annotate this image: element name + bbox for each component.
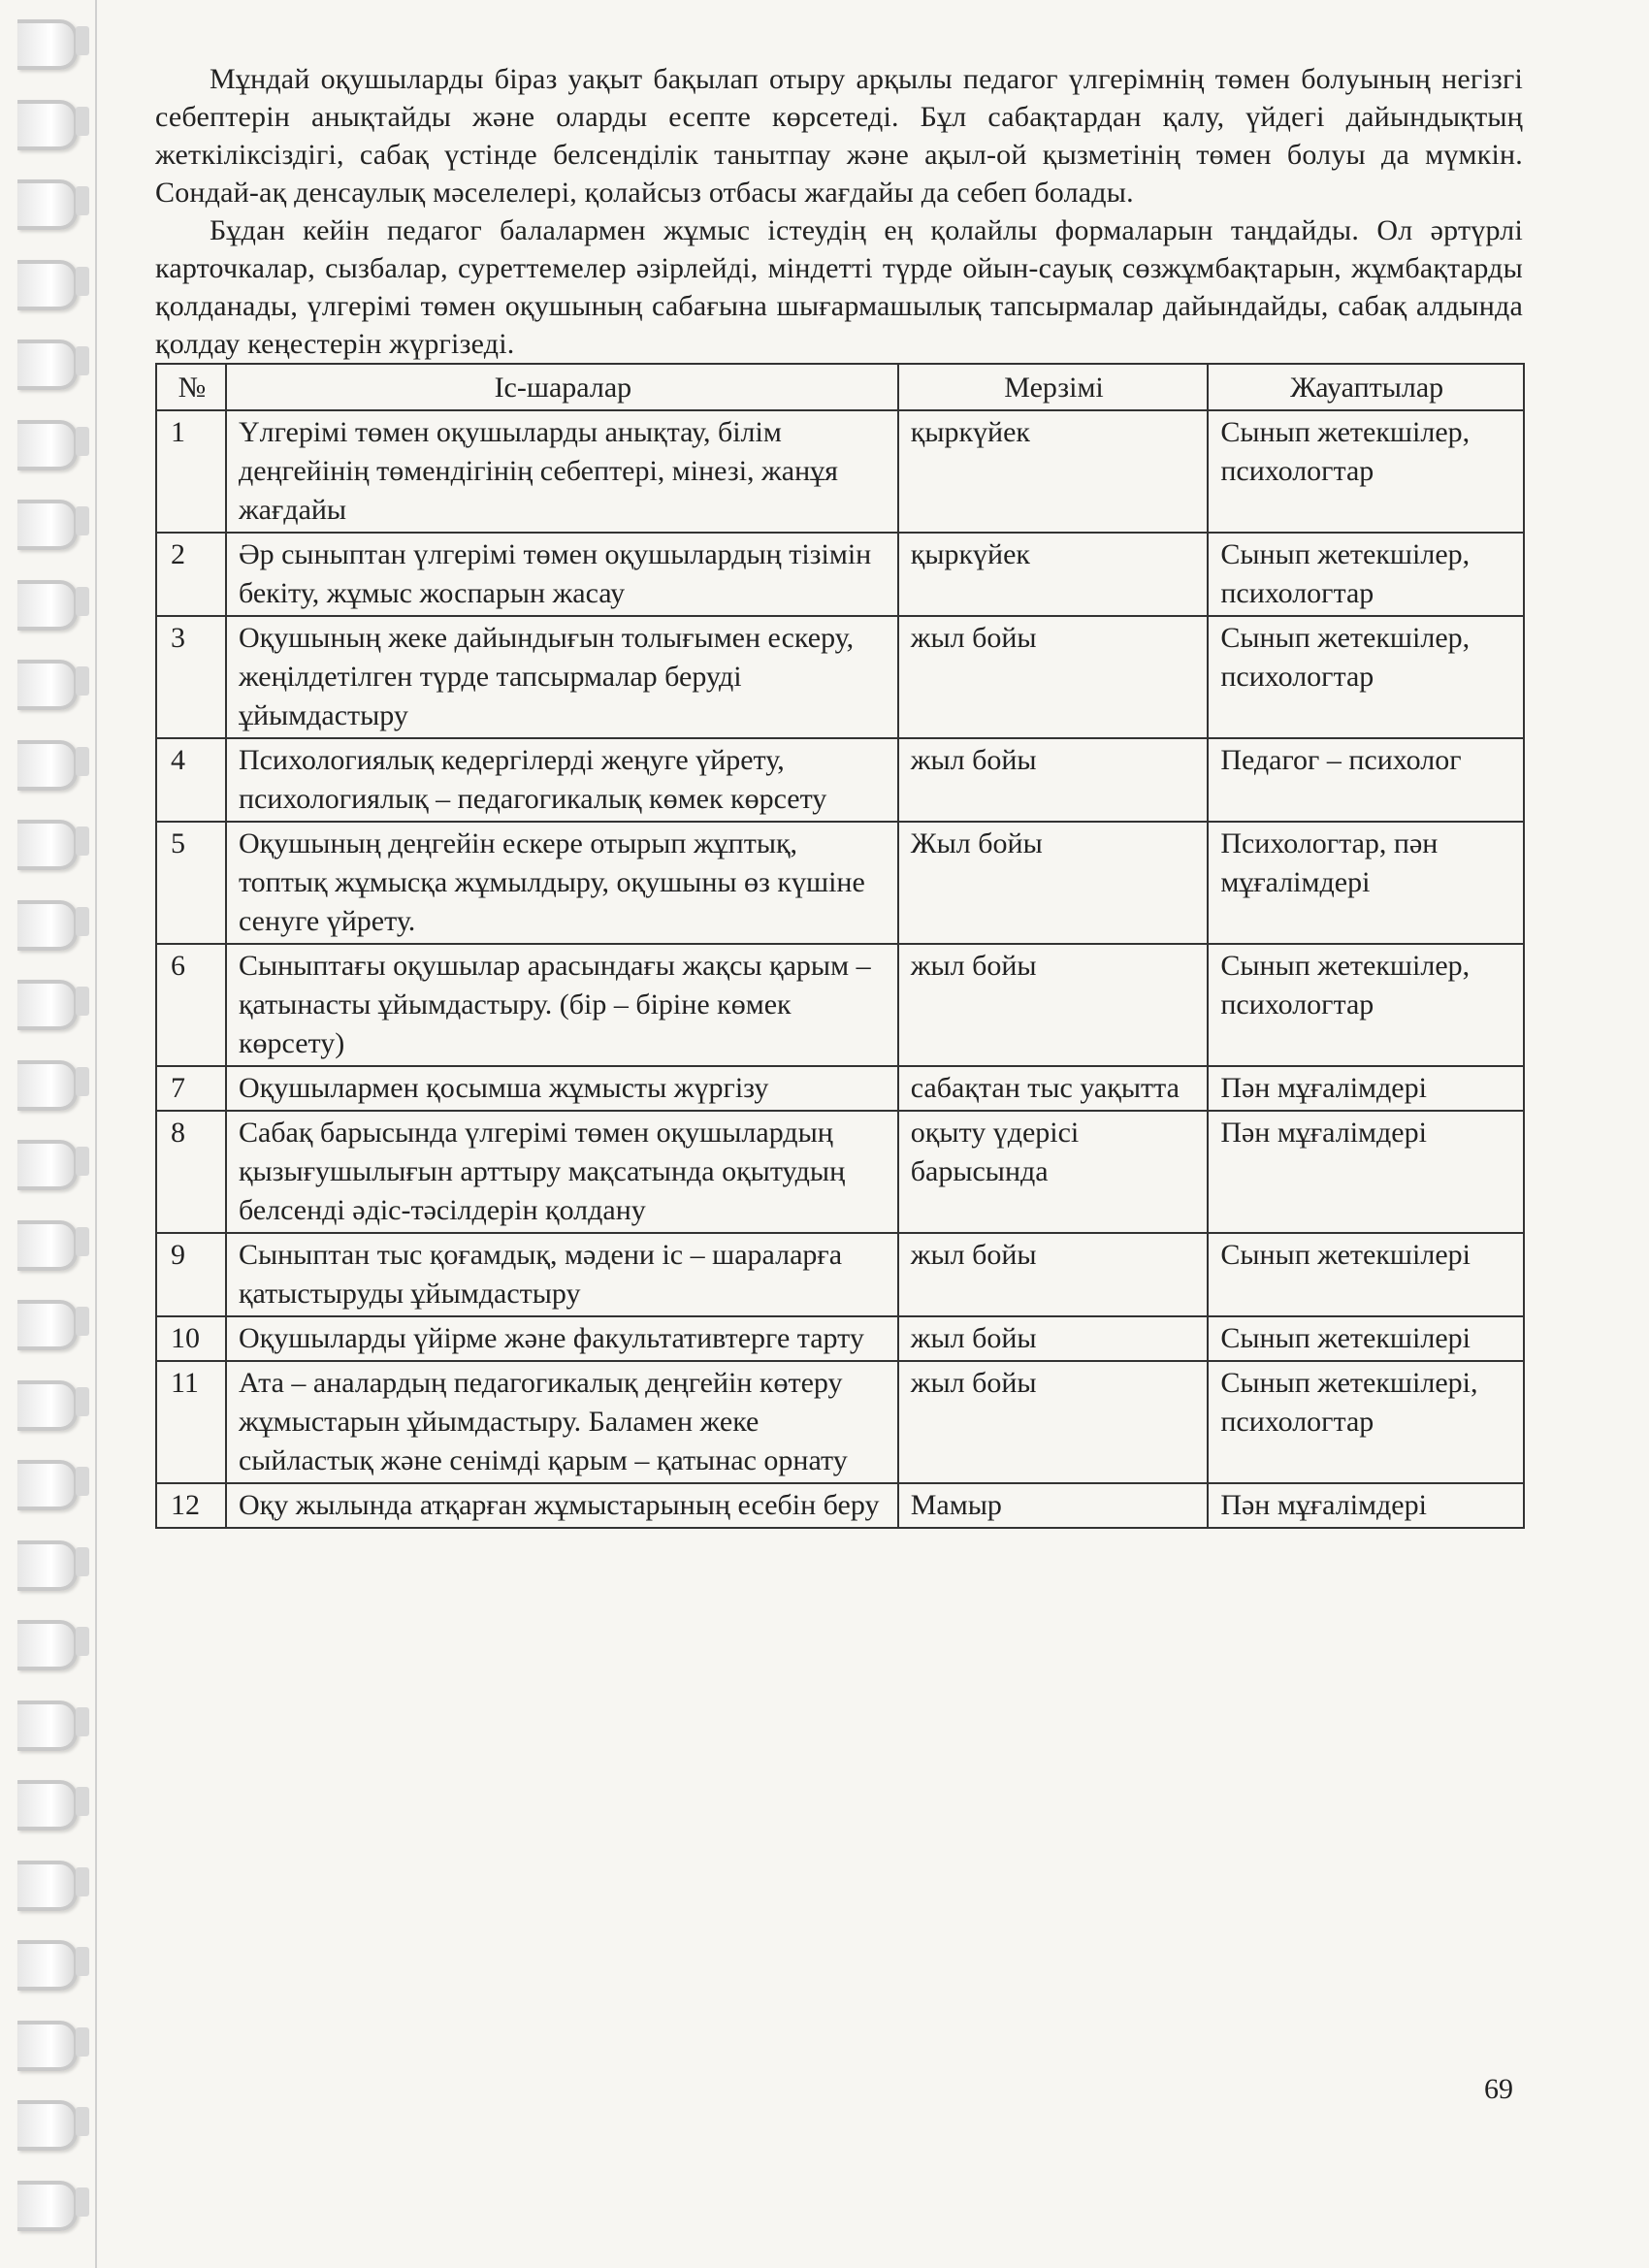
binding-ring [17, 500, 78, 550]
cell-term: жыл бойы [898, 616, 1209, 738]
table-row [156, 533, 1524, 616]
binding-ring [17, 980, 78, 1030]
table-row [156, 1483, 1524, 1528]
cell-term: сабақтан тыс уақытта [898, 1066, 1209, 1111]
binding-ring [17, 1460, 78, 1510]
binding-ring [17, 740, 78, 791]
table-row [156, 1361, 1524, 1483]
cell-responsible: Сынып жетекшілері [1208, 1316, 1524, 1361]
binding-ring [17, 1701, 78, 1751]
binding-hole [76, 1707, 89, 1736]
binding-ring [17, 1780, 78, 1831]
binding-hole [76, 1067, 89, 1096]
cell-responsible: Психологтар, пән мұғалімдері [1208, 822, 1524, 944]
binding-ring [17, 1940, 78, 1991]
cell-number: 2 [156, 533, 226, 616]
spiral-binding [0, 0, 107, 2268]
table-row [156, 1233, 1524, 1316]
binding-hole [76, 1227, 89, 1256]
cell-responsible: Пән мұғалімдері [1208, 1111, 1524, 1233]
binding-hole [76, 186, 89, 215]
binding-ring [17, 2181, 78, 2231]
paragraph-1: Мұндай оқушыларды біраз уақыт бақылап отыру арқылы педагог үлгерімнің төмен болуының негізгі себептерін анықтайды және оларды есепте көрсетеді. Бұл сабақтардан қалу, үйдегі дайындықтың жеткіліксіздігі, сабақ үстінде белсенділік танытпау және ақыл-ой қызметінің төмен болуы да мүмкін. Сондай-ақ денсаулық мәселелері, қолайсыз отбасы жағдайы да себеп болады. [155, 63, 1523, 209]
table-row [156, 1111, 1524, 1233]
binding-hole [76, 987, 89, 1016]
binding-ring [17, 1300, 78, 1350]
binding-ring [17, 2021, 78, 2071]
binding-ring [17, 1060, 78, 1111]
binding-hole [76, 107, 89, 136]
cell-activity: Ата – аналардың педагогикалық деңгейін көтеру жұмыстарын ұйымдастыру. Баламен жеке сыйластық және сенімді қарым – қатынас орнату [226, 1361, 898, 1483]
cell-activity: Оқушыларды үйірме және факультативтерге тарту [226, 1316, 898, 1361]
cell-term: жыл бойы [898, 1316, 1209, 1361]
binding-hole [76, 2187, 89, 2217]
binding-hole [76, 427, 89, 456]
binding-ring [17, 19, 78, 70]
binding-hole [76, 1547, 89, 1576]
binding-ring [17, 820, 78, 870]
paragraph-2: Бұдан кейін педагог балалармен жұмыс істеудің ең қолайлы формаларын таңдайды. Ол әртүрлі карточкалар, сызбалар, суреттемелер әзірлейді, міндетті түрде ойын-сауық сөзжұмбақтарын, жұмбақтарды қолданады, үлгерімі төмен оқушының сабағына шығармашылық тапсырмалар дайындайды, сабақ алдында қолдау кеңестерін жүргізеді. [155, 214, 1523, 360]
table-row [156, 738, 1524, 822]
binding-ring [17, 179, 78, 230]
page-number: 69 [1484, 2073, 1513, 2105]
cell-number: 1 [156, 410, 226, 533]
binding-hole [76, 907, 89, 936]
binding-ring [17, 2100, 78, 2151]
cell-number: 12 [156, 1483, 226, 1528]
table-body [156, 410, 1524, 1528]
binding-hole [76, 666, 89, 696]
binding-hole [76, 2027, 89, 2057]
cell-number: 8 [156, 1111, 226, 1233]
cell-responsible: Сынып жетекшілері [1208, 1233, 1524, 1316]
binding-ring [17, 1540, 78, 1591]
header-term: Мерзімі [898, 364, 1209, 410]
binding-hole [76, 1947, 89, 1976]
cell-activity: Әр сыныптан үлгерімі төмен оқушылардың тізімін бекіту, жұмыс жоспарын жасау [226, 533, 898, 616]
cell-term: жыл бойы [898, 1361, 1209, 1483]
binding-hole [76, 1867, 89, 1896]
binding-ring [17, 260, 78, 310]
cell-activity: Оқу жылында атқарған жұмыстарының есебін беру [226, 1483, 898, 1528]
binding-hole [76, 826, 89, 856]
cell-responsible: Сынып жетекшілері, психологтар [1208, 1361, 1524, 1483]
binding-ring [17, 1620, 78, 1670]
cell-responsible: Пән мұғалімдері [1208, 1483, 1524, 1528]
cell-term: Мамыр [898, 1483, 1209, 1528]
binding-ring [17, 340, 78, 390]
cell-number: 7 [156, 1066, 226, 1111]
cell-activity: Сабақ барысында үлгерімі төмен оқушылардың қызығушылығын арттыру мақсатында оқытудың белсенді әдіс-тәсілдерін қолдану [226, 1111, 898, 1233]
cell-activity: Оқушының деңгейін ескере отырып жұптық, топтық жұмысқа жұмылдыру, оқушыны өз күшіне сенуге үйрету. [226, 822, 898, 944]
table-row [156, 1066, 1524, 1111]
cell-term: оқыту үдерісі барысында [898, 1111, 1209, 1233]
binding-ring [17, 660, 78, 710]
table-row [156, 944, 1524, 1066]
cell-term: Жыл бойы [898, 822, 1209, 944]
binding-ring [17, 1220, 78, 1271]
binding-hole [76, 1307, 89, 1336]
cell-term: жыл бойы [898, 1233, 1209, 1316]
header-number: № [156, 364, 226, 410]
binding-hole [76, 587, 89, 616]
binding-hole [76, 1387, 89, 1416]
cell-number: 5 [156, 822, 226, 944]
page-edge [95, 0, 97, 2268]
binding-hole [76, 1627, 89, 1656]
binding-ring [17, 100, 78, 150]
cell-activity: Оқушылармен қосымша жұмысты жүргізу [226, 1066, 898, 1111]
binding-hole [76, 1467, 89, 1496]
binding-hole [76, 267, 89, 296]
cell-number: 4 [156, 738, 226, 822]
binding-hole [76, 1147, 89, 1176]
table-row [156, 616, 1524, 738]
table-row [156, 1316, 1524, 1361]
table-header-row [156, 364, 1524, 410]
binding-ring [17, 420, 78, 470]
binding-ring [17, 580, 78, 631]
cell-responsible: Педагог – психолог [1208, 738, 1524, 822]
cell-responsible: Сынып жетекшілер, психологтар [1208, 616, 1524, 738]
binding-hole [76, 1787, 89, 1816]
cell-activity: Психологиялық кедергілерді жеңуге үйрету, психологиялық – педагогикалық көмек көрсету [226, 738, 898, 822]
binding-ring [17, 1140, 78, 1190]
cell-number: 10 [156, 1316, 226, 1361]
cell-number: 9 [156, 1233, 226, 1316]
cell-term: жыл бойы [898, 944, 1209, 1066]
cell-responsible: Сынып жетекшілер, психологтар [1208, 410, 1524, 533]
binding-ring [17, 900, 78, 951]
binding-ring [17, 1380, 78, 1431]
binding-hole [76, 346, 89, 375]
cell-activity: Оқушының жеке дайындығын толығымен ескеру, жеңілдетілген түрде тапсырмалар беруді ұйымдастыру [226, 616, 898, 738]
cell-activity: Сыныптағы оқушылар арасындағы жақсы қарым – қатынасты ұйымдастыру. (бір – біріне көмек көрсету) [226, 944, 898, 1066]
binding-hole [76, 2107, 89, 2136]
cell-number: 11 [156, 1361, 226, 1483]
binding-ring [17, 1861, 78, 1911]
cell-number: 6 [156, 944, 226, 1066]
binding-hole [76, 26, 89, 55]
cell-activity: Сыныптан тыс қоғамдық, мәдени іс – шараларға қатыстыруды ұйымдастыру [226, 1233, 898, 1316]
cell-term: жыл бойы [898, 738, 1209, 822]
table-row [156, 822, 1524, 944]
table-row [156, 410, 1524, 533]
cell-term: қыркүйек [898, 410, 1209, 533]
cell-term: қыркүйек [898, 533, 1209, 616]
header-responsible: Жауаптылар [1208, 364, 1524, 410]
binding-hole [76, 506, 89, 535]
binding-hole [76, 747, 89, 776]
cell-responsible: Сынып жетекшілер, психологтар [1208, 533, 1524, 616]
activities-table [155, 363, 1525, 1529]
cell-activity: Үлгерімі төмен оқушыларды анықтау, білім деңгейінің төмендігінің себептері, мінезі, жанұя жағдайы [226, 410, 898, 533]
header-activity: Іс-шаралар [226, 364, 898, 410]
cell-responsible: Сынып жетекшілер, психологтар [1208, 944, 1524, 1066]
page-content [155, 60, 1523, 1529]
cell-number: 3 [156, 616, 226, 738]
cell-responsible: Пән мұғалімдері [1208, 1066, 1524, 1111]
